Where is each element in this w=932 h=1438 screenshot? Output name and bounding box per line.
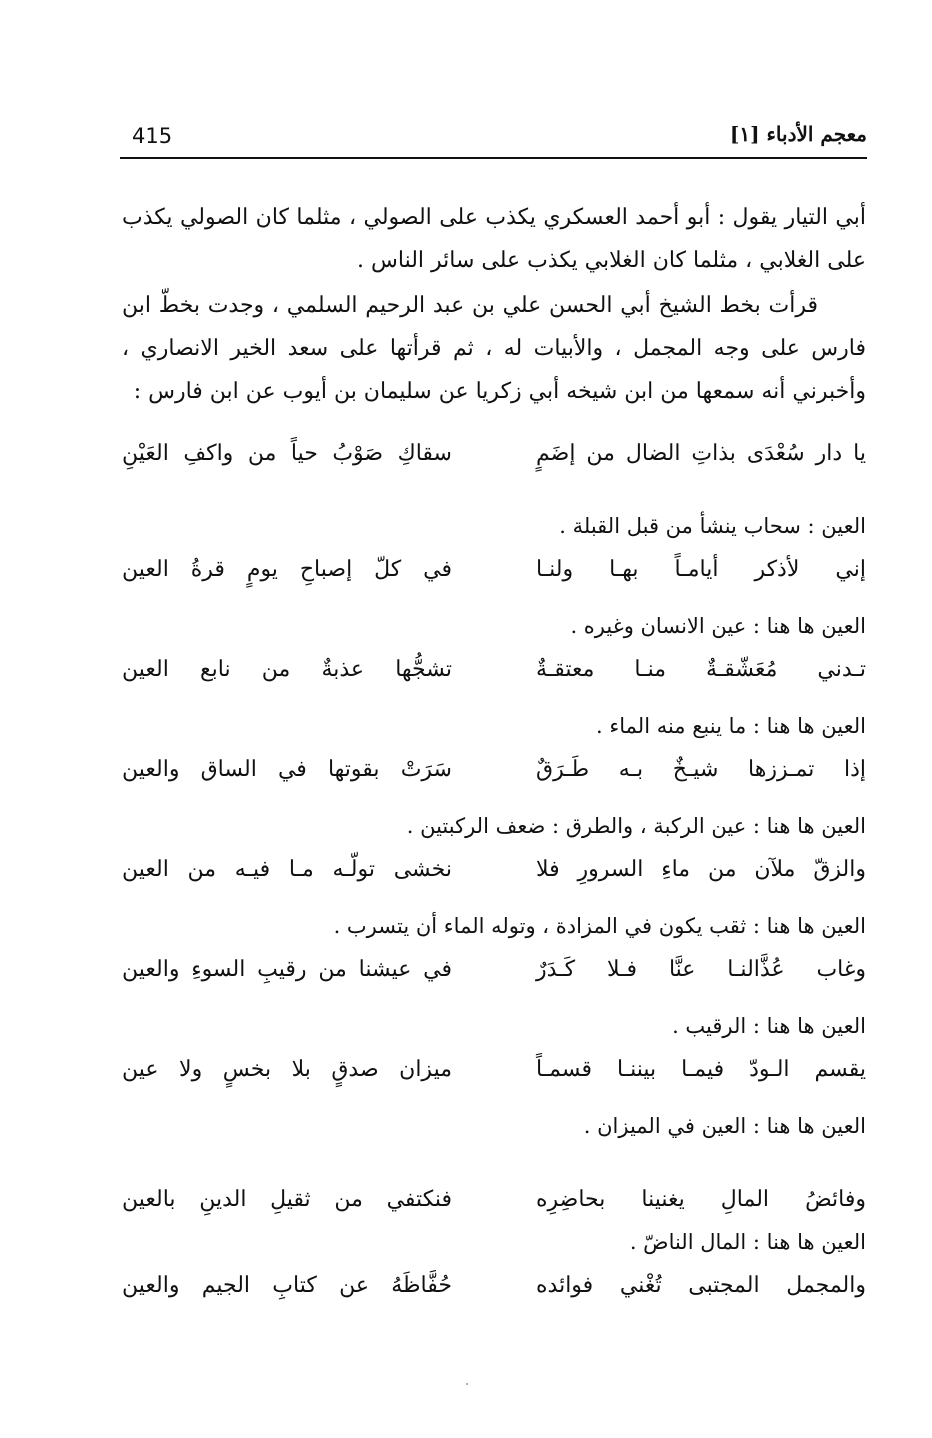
verse-opening [122,432,866,475]
verse-first-hemistich: وغاب عُذَّالنـا عنَّا فـلا كَـدَرٌ [536,957,866,982]
verse-second-hemistich: سقاكِ صَوْبُ حياً من واكفِ العَيْنِ [122,441,452,466]
verse-5 [122,948,866,991]
page-number: 415 [132,124,173,148]
paragraph-2: قرأت بخط الشيخ أبي الحسن علي بن عبد الرحيم السلمي ، وجدت بخطّ ابن فارس على وجه المجمل ، والأبيات له ، ثم قرأتها على سعد الخير الانصاري ، وأخبرني أنه سمعها من ابن شيخه أبي زكريا عن سليمان بن أيوب عن ابن فارس : [122,293,866,404]
verse-first-hemistich: إني لأذكر أيامـاً بهـا ولنـا [536,557,866,582]
verse-6 [122,1048,866,1091]
gloss-2: العين ها هنا : عين الانسان وغيره . [570,614,866,638]
gloss-3: العين ها هنا : ما ينبع منه الماء . [596,714,866,738]
verse-first-hemistich: والمجمل المجتبى تُغْني فوائده [536,1273,866,1298]
verse-second-hemistich: فنكتفي من ثقيلِ الدينِ بالعين [122,1187,452,1212]
verse-first-hemistich: يا دار سُعْدَى بذاتِ الضال من إضَمٍ [536,441,866,466]
verse-4 [122,848,866,891]
gloss-7: العين ها هنا : العين في الميزان . [583,1114,866,1138]
verse-second-hemistich: تشجُّها عذبةٌ من نابع العين [122,657,452,682]
verse-second-hemistich: في عيشنا من رقيبِ السوءِ والعين [122,957,452,982]
verse-first-hemistich: يقسم الـودّ فيمـا بيننـا قسمـاً [536,1057,866,1082]
verse-2 [122,648,866,691]
gloss-8: العين ها هنا : المال الناضّ . [629,1230,866,1254]
gloss-4: العين ها هنا : عين الركبة ، والطرق : ضعف الركبتين . [406,814,866,838]
verse-first-hemistich: والزقّ ملآن من ماءِ السرورِ فلا [536,857,866,882]
verse-second-hemistich: ميزان صدقٍ بلا بخسٍ ولا عين [122,1057,452,1082]
verse-first-hemistich: تـدني مُعَشّقـةٌ منـا معتقـةٌ [536,657,866,682]
paragraph-1: أبي التيار يقول : أبو أحمد العسكري يكذب على الصولي ، مثلما كان الصولي يكذب على الغلابي ، مثلما كان الغلابي يكذب على سائر الناس . [122,205,866,273]
verse-7 [122,1178,866,1221]
verse-first-hemistich: وفائضُ المالِ يغنينا بحاضِرِه [536,1187,866,1212]
running-title: معجم الأدباء [١] [729,122,867,146]
verse-second-hemistich: في كلّ إصباحِ يومٍ قرةُ العين [122,557,452,582]
verse-1 [122,548,866,591]
verse-first-hemistich: إذا تمـززها شيـخٌ بـه طَـرَقٌ [536,757,866,782]
gloss-5: العين ها هنا : ثقب يكون في المزادة ، وتوله الماء أن يتسرب . [333,914,866,938]
gloss-1: العين : سحاب ينشأ من قبل القبلة . [559,514,866,538]
verse-8 [122,1264,866,1307]
gloss-6: العين ها هنا : الرقيب . [672,1014,866,1038]
verse-3 [122,748,866,791]
poem [122,432,866,1307]
verse-second-hemistich: نخشى تولّـه مـا فيـه من العين [122,857,452,882]
scan-speck [466,1383,468,1385]
page-header [120,120,867,156]
verse-second-hemistich: حُفَّاظَهُ عن كتابِ الجيم والعين [122,1273,452,1298]
header-rule [120,157,867,159]
verse-second-hemistich: سَرَتْ بقوتها في الساق والعين [122,757,452,782]
